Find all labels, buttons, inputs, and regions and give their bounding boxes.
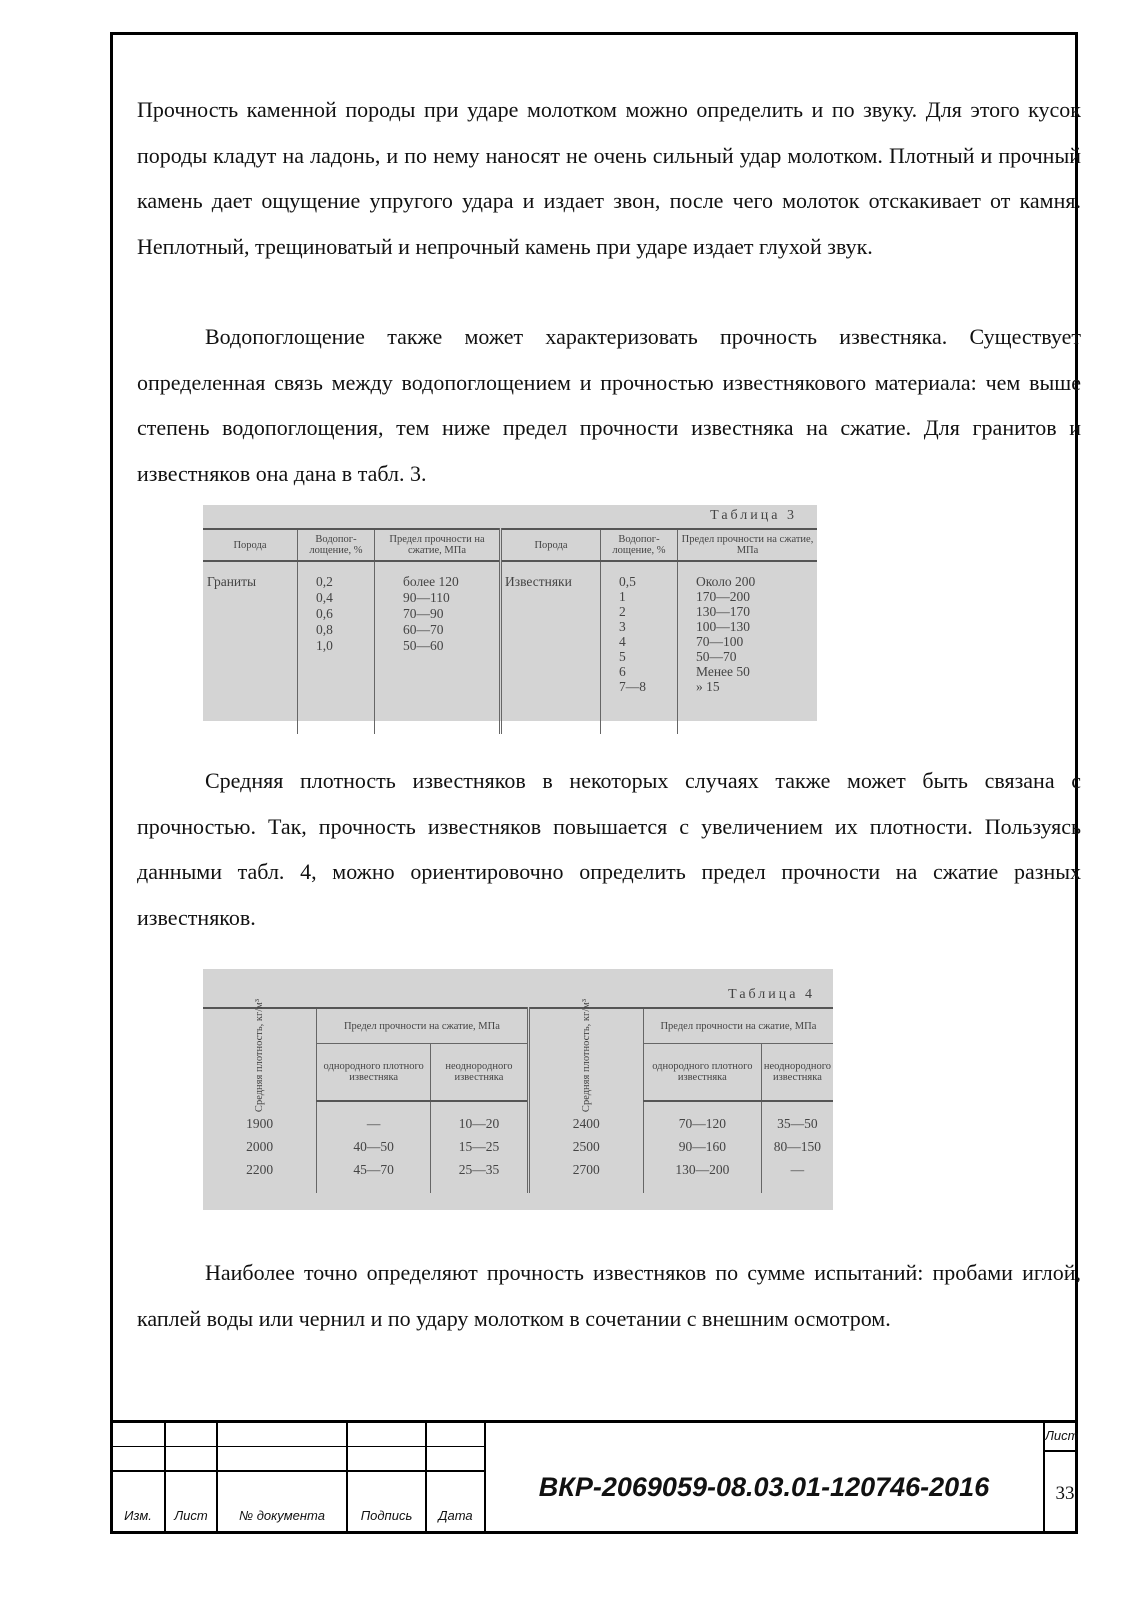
table-4-header-strength-2: Предел прочности на сжатие, МПа bbox=[643, 1008, 833, 1044]
table-row bbox=[203, 1158, 833, 1193]
label-list: Лист bbox=[174, 1508, 208, 1523]
table-4-header-homog-2: однородного плотного известняка bbox=[643, 1044, 761, 1101]
table-4-image bbox=[203, 969, 833, 1210]
table-4 bbox=[203, 998, 833, 1193]
table-3-granite-water: 0,2 0,4 0,6 0,8 1,0 bbox=[298, 561, 375, 734]
table-3-limestone-strength: Около 200 170—200 130—170 100—130 70—100 50—70 Менее 50 » 15 bbox=[696, 574, 756, 694]
table-4-cell: 35—50 bbox=[777, 1116, 818, 1131]
table-4-cell: 2400 bbox=[528, 1101, 643, 1135]
table-4-title: Таблица 4 bbox=[728, 987, 815, 1002]
table-4-cell: 2000 bbox=[203, 1135, 317, 1158]
table-4-cell: 90—160 bbox=[643, 1135, 761, 1158]
paragraph-1: Прочность каменной породы при ударе молотком можно определить и по звуку. Для этого кусок породы кладут на ладонь, и по нему наносят не очень сильный удар молотком. Плотный и прочный камень дает ощущение упругого удара и издает звон, после чего молоток отскакивает от камня. Неплотный, трещиноватый и непрочный камень при ударе издает глухой звук. bbox=[137, 97, 1081, 259]
table-4-cell: — bbox=[790, 1162, 805, 1177]
table-3-granite-strength: более 120 90—110 70—90 60—70 50—60 bbox=[375, 561, 501, 734]
label-izm: Изм. bbox=[124, 1508, 152, 1523]
document-code: ВКР-2069059-08.03.01-120746-2016 bbox=[538, 1472, 990, 1502]
table-3-granite-name: Граниты bbox=[203, 561, 298, 734]
table-row bbox=[203, 1101, 833, 1135]
table-4-cell: 10—20 bbox=[431, 1101, 529, 1135]
table-3-header-strength: Предел прочности на сжатие, МПа bbox=[375, 529, 501, 561]
label-signature: Подпись bbox=[360, 1508, 413, 1523]
table-3-limestone-water: 0,5 1 2 3 4 5 6 7—8 bbox=[601, 561, 678, 734]
label-date: Дата bbox=[438, 1508, 473, 1523]
table-3 bbox=[203, 528, 817, 734]
table-4-cell: 70—120 bbox=[643, 1101, 761, 1135]
table-3-header-strength-2: Предел прочности на сжатие, МПа bbox=[678, 529, 818, 561]
table-3-header-water: Водопог-лощение, % bbox=[298, 529, 375, 561]
table-4-cell: 80—150 bbox=[773, 1139, 822, 1154]
table-4-cell: 2700 bbox=[528, 1158, 643, 1193]
table-4-header-strength: Предел прочности на сжатие, МПа bbox=[317, 1008, 529, 1044]
table-4-cell: 2500 bbox=[528, 1135, 643, 1158]
sheet-number: 33 bbox=[1055, 1483, 1075, 1504]
table-4-cell: 45—70 bbox=[317, 1158, 431, 1193]
table-3-image bbox=[203, 505, 817, 721]
table-4-header-inhomog: неоднородного известняка bbox=[431, 1044, 529, 1101]
table-3-header-water-2: Водопог-лощение, % bbox=[601, 529, 678, 561]
table-4-cell: 40—50 bbox=[317, 1135, 431, 1158]
table-4-header-density: Средняя плотность, кг/м³ bbox=[203, 1008, 317, 1101]
table-3-title: Таблица 3 bbox=[710, 508, 797, 523]
table-4-header-density-2: Средняя плотность, кг/м³ bbox=[528, 1008, 643, 1101]
table-4-cell: 15—25 bbox=[431, 1135, 529, 1158]
label-doc-number: № документа bbox=[239, 1508, 325, 1523]
paragraph-4: Наиболее точно определяют прочность известняков по сумме испытаний: пробами иглой, каплей воды или чернил и по удару молотком в сочетании с внешним осмотром. bbox=[137, 1260, 1081, 1331]
paragraph-2: Водопоглощение также может характеризовать прочность известняка. Существует определенная связь между водопоглощением и прочностью известнякового материала: чем выше степень водопоглощения, тем ниже предел прочности известняка на сжатие. Для гранитов и известняков она дана в табл. 3. bbox=[137, 324, 1081, 486]
table-4-header-homog: однородного плотного известняка bbox=[317, 1044, 431, 1101]
table-4-cell: 1900 bbox=[203, 1101, 317, 1135]
table-4-cell: 25—35 bbox=[431, 1158, 529, 1193]
table-4-cell: — bbox=[317, 1101, 431, 1135]
table-3-limestone-name: Известняки bbox=[501, 561, 601, 734]
table-4-cell: 130—200 bbox=[643, 1158, 761, 1193]
table-row bbox=[203, 561, 817, 734]
table-3-header-rock: Порода bbox=[203, 529, 298, 561]
table-row bbox=[203, 1135, 833, 1158]
table-4-header-inhomog-2: неоднородного известняка bbox=[761, 1044, 833, 1101]
paragraph-3: Средняя плотность известняков в некоторых случаях также может быть связана с прочностью. Так, прочность известняков повышается с увеличением их плотности. Пользуясь данными табл. 4, можно ориентировочно определить предел прочности на сжатие разных известняков. bbox=[137, 768, 1081, 930]
table-3-header-rock-2: Порода bbox=[501, 529, 601, 561]
label-sheet: Лист bbox=[1045, 1428, 1079, 1443]
table-4-cell: 2200 bbox=[203, 1158, 317, 1193]
